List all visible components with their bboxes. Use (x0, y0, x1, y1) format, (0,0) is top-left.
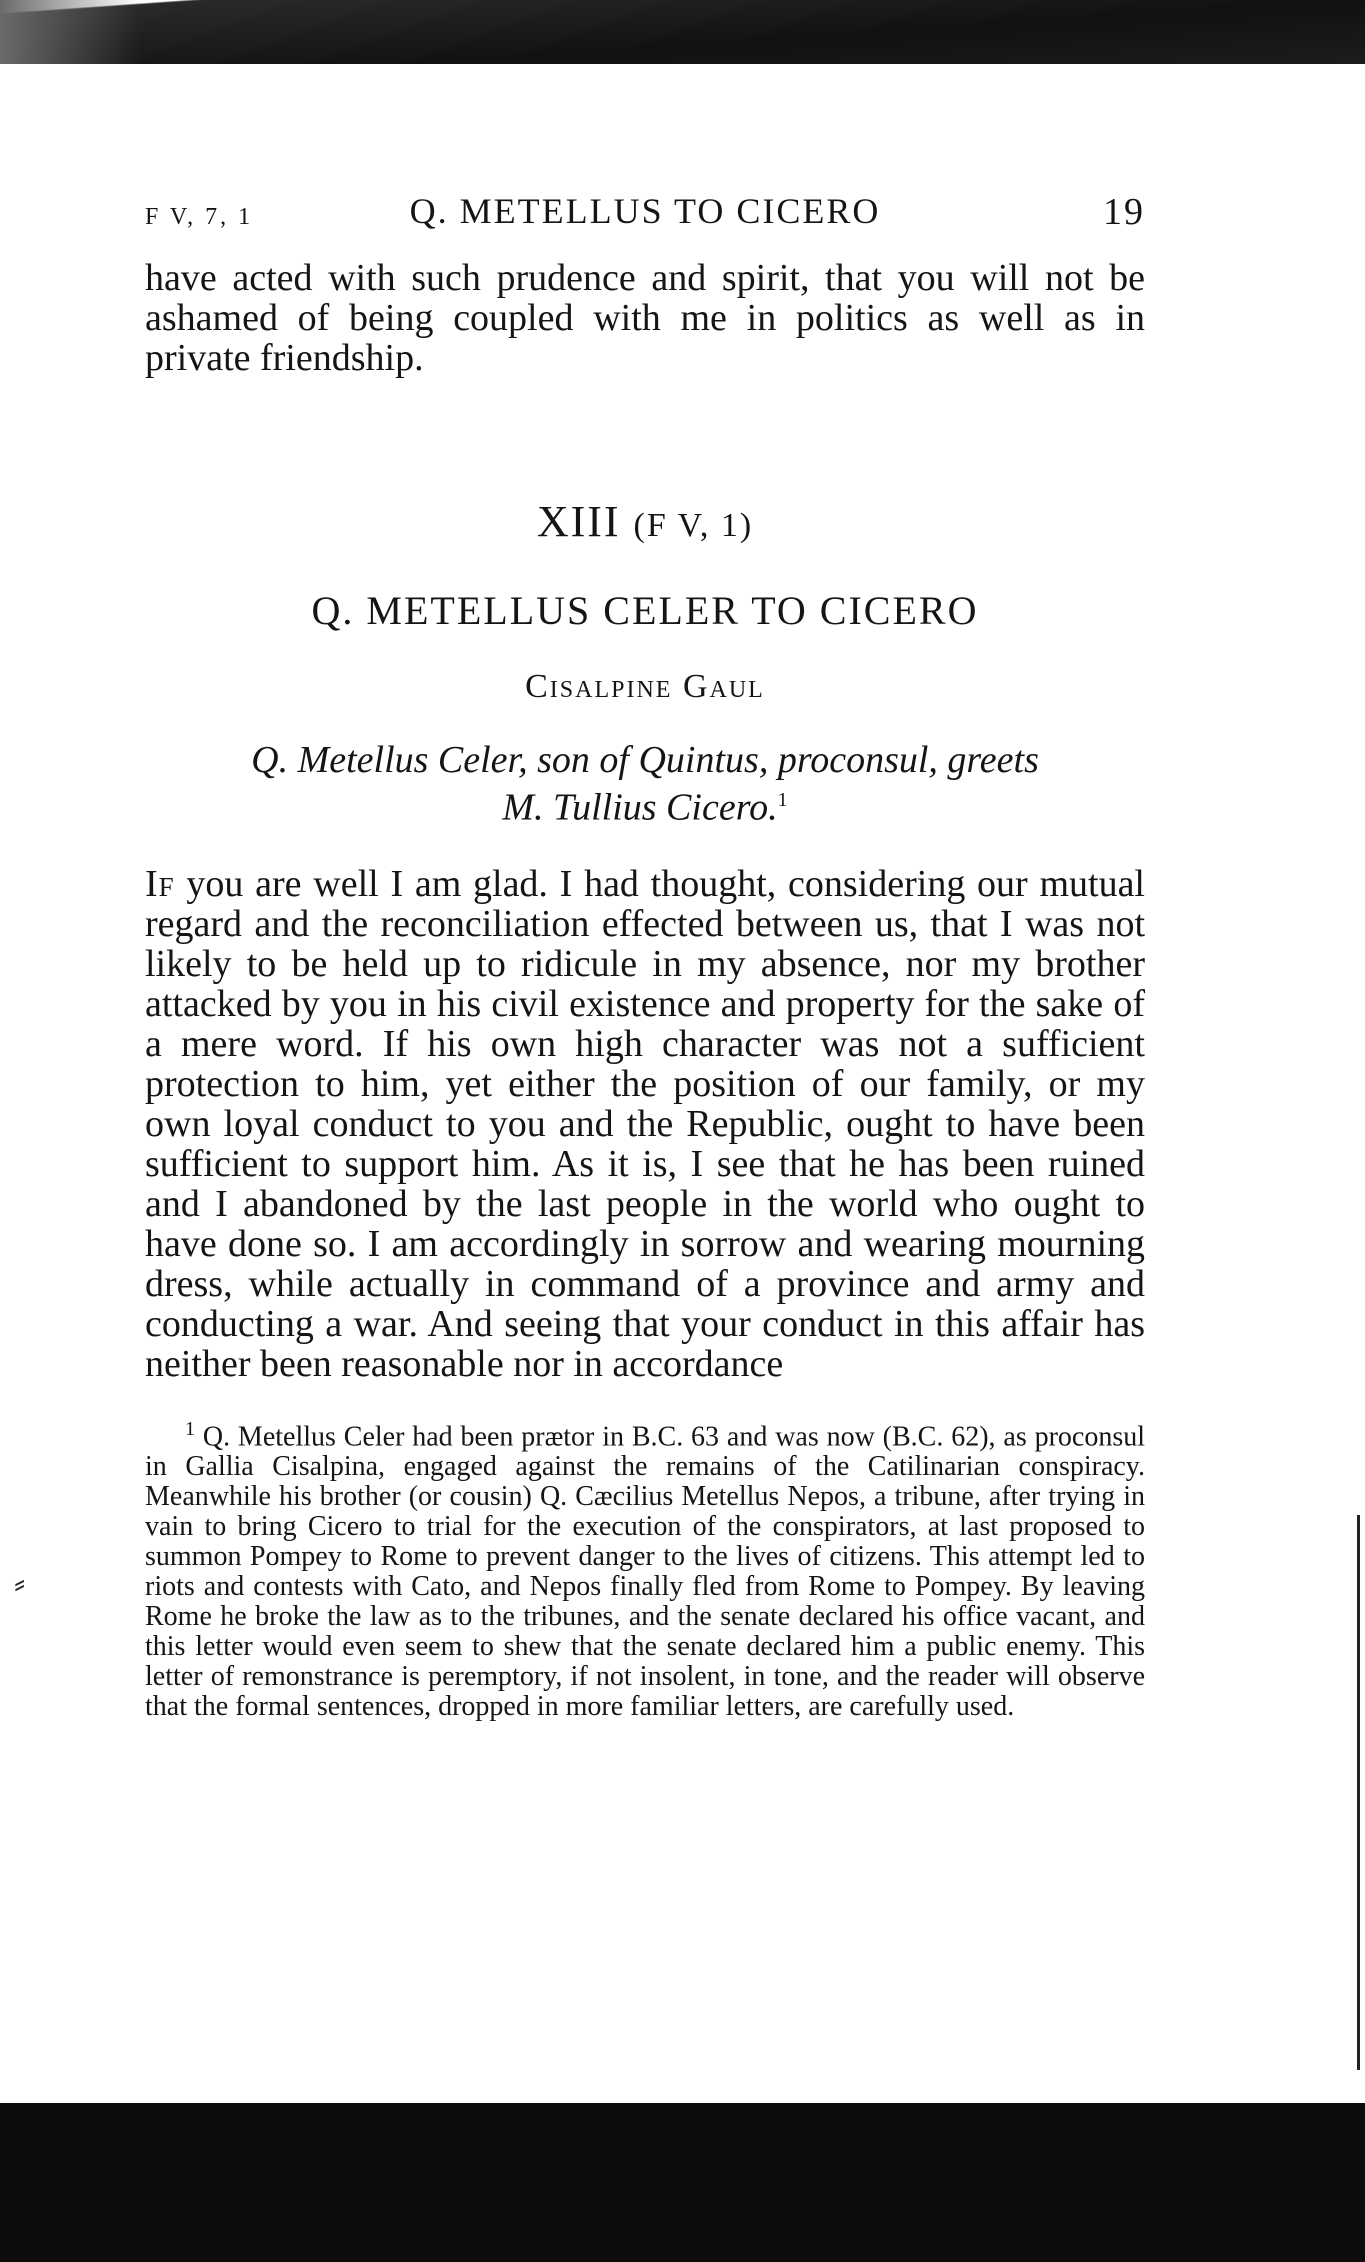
letter-number-heading (145, 496, 1145, 547)
salutation-line-1: Q. Metellus Celer, son of Quintus, proconsul, greets (251, 739, 1039, 781)
letter-reference: (F V, 1) (633, 507, 754, 544)
footnote-reference: 1 (777, 789, 788, 811)
letter-body-initial: If (145, 862, 175, 905)
scan-top-border-fade (0, 0, 140, 64)
footnote-text-a: Q. Metellus Celer had been prætor in (195, 1420, 632, 1452)
running-head-reference: F V, 7, 1 (145, 204, 254, 230)
letter-title: Q. METELLUS CELER TO CICERO (311, 588, 979, 633)
footnote-era-1: B.C. (631, 1420, 684, 1452)
footnote (145, 1414, 1145, 1722)
running-head-title: Q. METELLUS TO CICERO (409, 191, 881, 231)
footnote-era-2: B.C. (892, 1420, 944, 1452)
letter-number: XIII (536, 497, 621, 546)
scan-top-border (0, 0, 1365, 64)
letter-body (145, 864, 1145, 1384)
salutation-line-2: M. Tullius Cicero. (502, 786, 778, 829)
footnote-text-c: 62), as proconsul in Gallia Cisalpina, engaged against the remains of the Catilinarian conspiracy. Meanwhile his brother (or cousin) Q. Cæcilius Metellus Nepos, a tribune, after trying in vain to bring Cicero to trial for the execution of the conspirators, at last proposed to summon Pompey to Rome to prevent danger to the lives of citizens. This attempt led to riots and contests with Cato, and Nepos finally fled from Rome to Pompey. By leaving Rome he broke the law as to the tribunes, and the senate declared his office vacant, and this letter would even seem to shew that the senate declared him a public enemy. This letter of remonstrance is peremptory, if not insolent, in tone, and the reader will observe that the formal sentences, dropped in more familiar letters, are carefully used. (145, 1420, 1145, 1722)
scan-bottom-border (0, 2103, 1365, 2262)
footnote-text-b: 63 and was now ( (683, 1420, 892, 1452)
letter-salutation (145, 740, 1145, 828)
letter-body-text: you are well I am glad. I had thought, considering our mutual regard and the reconciliation effected between us, that I was not likely to be held up to ridicule in my absence, nor my brother attacked by you in his civil existence and property for the sake of a mere word. If his own high character was not a sufficient protection to him, yet either the position of our family, or my own loyal conduct to you and the Republic, ought to have been sufficient to support him. As it is, I see that he has been ruined and I abandoned by the last people in the world who ought to have done so. I am accordingly in sorrow and wearing mourning dress, while actually in command of a province and army and conducting a war. And seeing that your conduct in this affair has neither been reasonable nor in accordance (145, 862, 1145, 1385)
scan-edge-rule (1357, 1515, 1360, 2070)
running-head (145, 190, 1145, 240)
letter-place: Cisalpine Gaul (525, 668, 765, 705)
page-number: 19 (1103, 191, 1145, 233)
salutation-line-2-wrap (145, 780, 1145, 828)
footnote-marker: 1 (185, 1417, 195, 1440)
margin-ink-mark: ⸗ (14, 1565, 26, 1602)
book-page (145, 190, 1145, 1750)
continuation-paragraph: have acted with such prudence and spirit, that you will not be ashamed of being coupled with me in politics as well as in private friendship. (145, 257, 1145, 379)
